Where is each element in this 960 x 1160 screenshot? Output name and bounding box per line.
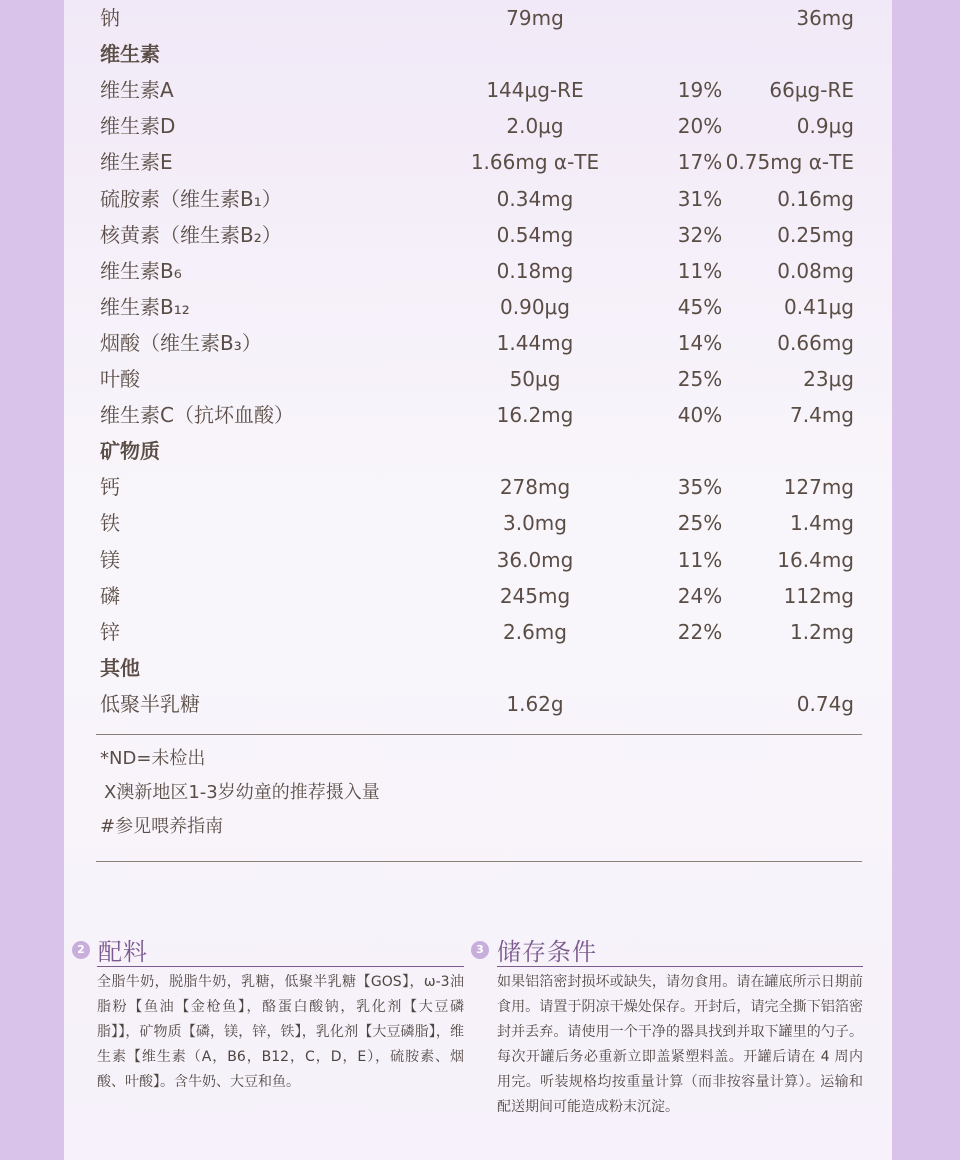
per-100g-value: 79mg	[506, 6, 564, 30]
ingredients-title: 配料	[98, 938, 148, 966]
storage-title: 储存条件	[497, 938, 597, 966]
notes-divider	[96, 861, 862, 862]
storage-underline	[497, 966, 863, 967]
nutrient-name: 维生素D	[100, 114, 176, 139]
table-row	[100, 397, 856, 433]
per-100g-value: 278mg	[499, 475, 571, 500]
per-serving-value: 112mg	[783, 583, 854, 608]
per-serving-value: 7.4mg	[790, 403, 854, 428]
table-row	[100, 217, 856, 253]
nrv-percent: 19%	[677, 78, 723, 103]
table-row	[100, 72, 856, 108]
table-row	[100, 144, 856, 180]
nrv-percent: 22%	[677, 619, 723, 644]
per-100g-value: 0.54mg	[496, 222, 574, 247]
nutrient-name: 维生素C（抗坏血酸）	[100, 403, 294, 428]
per-serving-value: 0.41μg	[784, 294, 854, 319]
nrv-percent: 24%	[677, 583, 723, 608]
table-row	[100, 289, 856, 325]
table-row	[100, 181, 856, 217]
nrv-percent: 31%	[677, 186, 723, 211]
ingredients-underline	[97, 966, 464, 967]
per-100g-value: 2.6mg	[503, 619, 567, 644]
nrv-percent: 11%	[677, 547, 723, 572]
nutrient-name: 钠	[100, 6, 120, 30]
per-100g-value: 16.2mg	[496, 403, 574, 428]
section-heading	[100, 36, 856, 72]
nrv-percent: 32%	[677, 222, 723, 247]
per-serving-value: 66μg-RE	[769, 78, 854, 103]
nutrient-name: 硫胺素（维生素B₁）	[100, 186, 282, 211]
per-100g-value: 50μg	[509, 367, 561, 391]
footnote-rni: X澳新地区1-3岁幼童的推荐摄入量	[104, 782, 380, 803]
per-serving-value: 16.4mg	[777, 547, 854, 572]
section-heading	[100, 433, 856, 469]
nutrient-name: 核黄素（维生素B₂）	[100, 222, 282, 247]
ingredients-text: 全脂牛奶，脱脂牛奶，乳糖，低聚半乳糖【GOS】，ω-3油脂粉【鱼油【金枪鱼】，酪蛋白酸钠，乳化剂【大豆磷脂】】，矿物质【磷，镁，锌，铁】，乳化剂【大豆磷脂】，维生素【维生素（A，B6，B12，C，D，E），硫胺素、烟酸、叶酸】。含牛奶、大豆和鱼。	[97, 974, 464, 1090]
per-100g-value: 1.62g	[506, 691, 564, 716]
table-row	[100, 505, 856, 541]
nrv-percent: 35%	[677, 475, 723, 500]
nutrient-name: 矿物质	[100, 439, 160, 464]
nutrient-name: 维生素E	[100, 150, 173, 175]
storage-number-badge: 3	[471, 941, 489, 959]
nrv-percent: 17%	[677, 150, 723, 175]
per-100g-value: 1.66mg α-TE	[470, 150, 600, 175]
nutrient-name: 叶酸	[100, 367, 140, 391]
table-divider	[96, 734, 862, 735]
table-row	[100, 686, 856, 722]
per-serving-value: 0.66mg	[777, 330, 854, 355]
per-serving-value: 0.08mg	[777, 258, 854, 283]
per-100g-value: 144μg-RE	[486, 78, 584, 103]
nrv-percent: 11%	[677, 258, 723, 283]
table-row	[100, 361, 856, 397]
nutrient-name: 维生素A	[100, 78, 174, 103]
per-100g-value: 1.44mg	[496, 330, 574, 355]
table-row	[100, 325, 856, 361]
per-serving-value: 0.16mg	[777, 186, 854, 211]
per-serving-value: 36mg	[796, 6, 854, 30]
table-row	[100, 0, 856, 36]
per-100g-value: 0.34mg	[496, 186, 574, 211]
nutrient-name: 磷	[100, 583, 120, 608]
per-serving-value: 0.9μg	[796, 114, 854, 139]
per-100g-value: 0.18mg	[496, 258, 574, 283]
section-heading	[100, 650, 856, 686]
nutrient-name: 烟酸（维生素B₃）	[100, 330, 262, 355]
per-100g-value: 2.0μg	[506, 114, 564, 139]
nrv-percent: 20%	[677, 114, 723, 139]
per-serving-value: 127mg	[783, 475, 854, 500]
nutrient-name: 维生素B₆	[100, 258, 182, 283]
table-row	[100, 578, 856, 614]
nutrient-name: 维生素B₁₂	[100, 294, 190, 319]
nutrient-name: 钙	[100, 475, 120, 500]
ingredients-header	[72, 932, 148, 967]
per-serving-value: 1.2mg	[790, 619, 854, 644]
per-serving-value: 0.75mg α-TE	[725, 150, 854, 175]
nutrient-name: 维生素	[100, 42, 160, 67]
per-100g-value: 36.0mg	[496, 547, 574, 572]
per-100g-value: 0.90μg	[500, 294, 570, 319]
nutrient-name: 其他	[100, 655, 140, 680]
per-serving-value: 0.25mg	[777, 222, 854, 247]
footnote-guide: #参见喂养指南	[100, 816, 224, 837]
nutrient-name: 低聚半乳糖	[100, 691, 200, 716]
ingredients-number-badge: 2	[72, 941, 90, 959]
nutrient-name: 锌	[100, 619, 120, 644]
per-100g-value: 3.0mg	[503, 511, 567, 536]
nrv-percent: 25%	[677, 511, 723, 536]
table-row	[100, 469, 856, 505]
per-serving-value: 0.74g	[796, 691, 854, 716]
nrv-percent: 45%	[677, 294, 723, 319]
storage-header	[471, 932, 597, 967]
footnote-nd: *ND=未检出	[100, 748, 206, 769]
table-row	[100, 542, 856, 578]
nrv-percent: 40%	[677, 403, 723, 428]
storage-text: 如果铝箔密封损坏或缺失，请勿食用。请在罐底所示日期前食用。请置于阴凉干燥处保存。开封后，请完全撕下铝箔密封并丢弃。请使用一个干净的器具找到并取下罐里的勺子。每次开罐后务必重新立即盖紧塑料盖。开罐后请在 4 周内用完。听装规格均按重量计算（而非按容量计算）。运输和配送期间可能造成粉末沉淀。	[497, 974, 863, 1115]
nrv-percent: 25%	[677, 367, 723, 391]
table-row	[100, 108, 856, 144]
nutrient-name: 铁	[100, 511, 120, 536]
nutrient-name: 镁	[100, 547, 120, 572]
per-serving-value: 1.4mg	[790, 511, 854, 536]
per-100g-value: 245mg	[499, 583, 571, 608]
per-serving-value: 23μg	[803, 367, 854, 391]
table-row	[100, 253, 856, 289]
nrv-percent: 14%	[677, 330, 723, 355]
table-row	[100, 614, 856, 650]
